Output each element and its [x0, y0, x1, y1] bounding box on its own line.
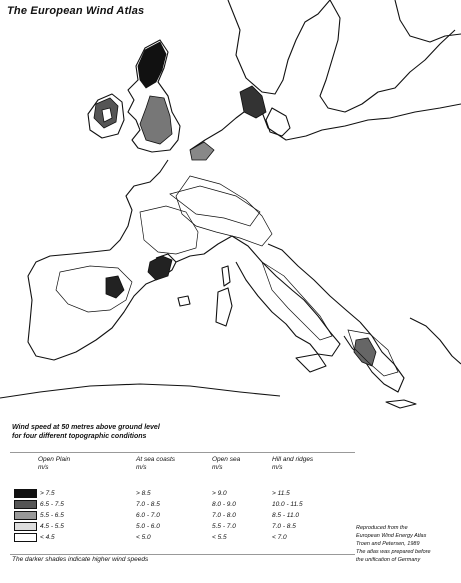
column-unit: m/s [136, 464, 147, 471]
map-title: The European Wind Atlas [7, 5, 145, 17]
cell-sea-coasts: 5.0 - 6.0 [136, 523, 160, 530]
isoline-france-1 [176, 176, 272, 246]
column-sea-coasts [136, 456, 175, 472]
zone-aegean-mid [354, 338, 376, 366]
med-france [176, 236, 232, 262]
sicily [296, 354, 326, 372]
zone-mistral-dark [148, 256, 172, 280]
credit-line-5: the unification of Germany [356, 557, 421, 563]
north-sea-coast [190, 104, 461, 150]
cell-sea-coasts: < 5.0 [136, 534, 151, 541]
cell-hills-ridges: < 7.0 [272, 534, 287, 541]
cell-open-sea: < 5.5 [212, 534, 227, 541]
legend-title [12, 423, 312, 441]
cell-open-plain: 5.5 - 6.5 [40, 512, 64, 519]
crete [386, 400, 416, 408]
swatch-row-2 [14, 500, 37, 509]
legend-footnote: The darker shades indicate higher wind speeds [12, 556, 149, 563]
cell-open-plain: > 7.5 [40, 490, 55, 497]
column-heading: At sea coasts [136, 456, 176, 463]
legend-title-line-1: Wind speed at 50 metres above ground level [12, 424, 160, 431]
cell-open-plain: 4.5 - 5.5 [40, 523, 64, 530]
isoline-central [170, 186, 260, 226]
credit-line-3: Troen and Petersen, 1989 [356, 541, 420, 547]
zone-scotland-dark [138, 42, 166, 88]
cell-open-plain: 6.5 - 7.5 [40, 501, 64, 508]
cell-open-sea: 7.0 - 8.0 [212, 512, 236, 519]
norway-coast [228, 0, 330, 94]
balearic [178, 296, 190, 306]
turkey-coast [410, 318, 461, 364]
cell-sea-coasts: 6.0 - 7.0 [136, 512, 160, 519]
zone-netherlands [190, 142, 214, 160]
zone-spain-dark [106, 276, 124, 298]
swatch-row-5 [14, 533, 37, 542]
corsica [222, 266, 230, 286]
column-heading: Open Plain [38, 456, 71, 463]
cell-open-sea: 8.0 - 9.0 [212, 501, 236, 508]
swatch-row-3 [14, 511, 37, 520]
column-open-sea [212, 456, 240, 472]
column-unit: m/s [212, 464, 223, 471]
cell-hills-ridges: 7.0 - 8.5 [272, 523, 296, 530]
cell-sea-coasts: > 8.5 [136, 490, 151, 497]
cell-hills-ridges: 8.5 - 11.0 [272, 512, 299, 519]
column-unit: m/s [272, 464, 283, 471]
sardinia [216, 288, 232, 326]
baltic-coast [320, 0, 455, 112]
isoline-france-2 [140, 206, 198, 254]
swatch-row-1 [14, 489, 37, 498]
zone-britain-mid [140, 96, 172, 144]
cell-open-sea: 5.5 - 7.0 [212, 523, 236, 530]
legend-title-line-2: for four different topographic conditions [12, 433, 147, 440]
cell-hills-ridges: > 11.5 [272, 490, 290, 497]
isoline-italy [262, 262, 332, 340]
column-open-plain [38, 456, 70, 472]
credit-line-4: The atlas was prepared before [356, 549, 431, 555]
swatch-row-4 [14, 522, 37, 531]
credit-line-2: European Wind Energy Atlas [356, 533, 427, 539]
cell-open-sea: > 9.0 [212, 490, 227, 497]
finland-coast [395, 0, 461, 42]
north-africa [0, 384, 280, 398]
cell-open-plain: < 4.5 [40, 534, 55, 541]
column-unit: m/s [38, 464, 49, 471]
denmark [266, 108, 290, 136]
column-heading: Hill and ridges [272, 456, 314, 463]
cell-sea-coasts: 7.0 - 8.5 [136, 501, 160, 508]
column-hills-ridges [272, 456, 313, 472]
source-credit [356, 524, 456, 564]
cell-hills-ridges: 10.0 - 11.5 [272, 501, 303, 508]
adriatic-coast [268, 244, 360, 322]
zone-denmark-dark [240, 86, 266, 118]
france-west-coast [110, 160, 168, 250]
column-heading: Open sea [212, 456, 241, 463]
credit-line-1: Reproduced from the [356, 525, 408, 531]
